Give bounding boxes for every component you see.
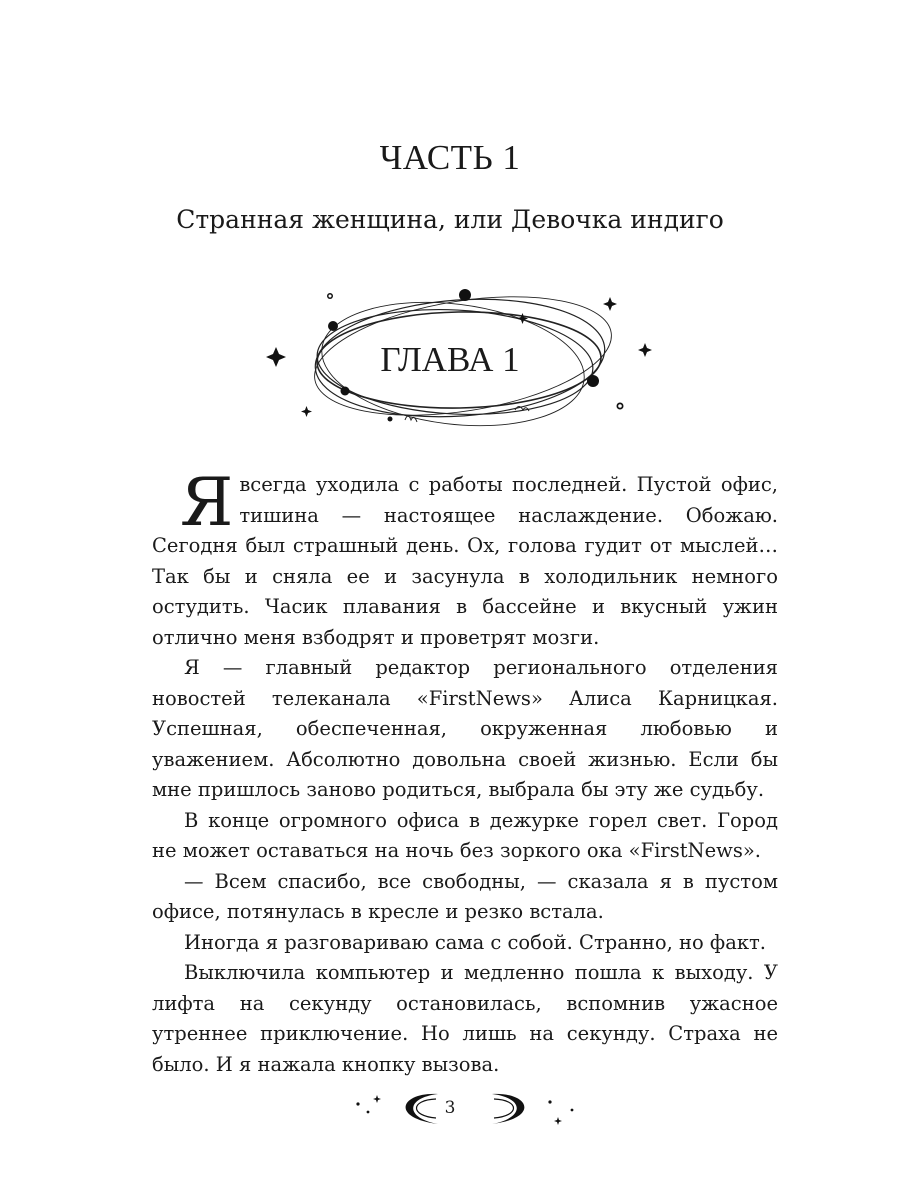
chapter-title: ГЛАВА 1 bbox=[380, 340, 520, 379]
chapter-body bbox=[152, 464, 778, 1080]
paragraph: В конце огромного офиса в дежурке горел свет. Город не может оставаться на ночь без зоркого ока «FirstNews». bbox=[152, 808, 778, 862]
drop-cap: Я bbox=[180, 464, 234, 541]
part-subtitle: Странная женщина, или Девочка индиго bbox=[176, 205, 724, 234]
paragraph-text: всегда уходила с работы последней. Пустой офис, тишина — настоящее наслаждение. Обожаю. Сегодня был страшный день. Ох, голова гудит от мыслей… Так бы и сняла ее и засунула в холодильник немного остудить. Часик плавания в бассейне и вкусный ужин отлично меня взбодрят и проветрят мозги. bbox=[152, 473, 778, 649]
part-title: ЧАСТЬ 1 bbox=[379, 138, 521, 177]
paragraph: Выключила компьютер и медленно пошла к выходу. У лифта на секунду остановилась, вспомнив ужасное утреннее приключение. Но лишь на секунду. Страха не было. И я нажала кнопку вызова. bbox=[152, 961, 778, 1076]
paragraph: Иногда я разговариваю сама с собой. Странно, но факт. bbox=[184, 930, 766, 954]
paragraph: Я — главный редактор регионального отделения новостей телеканала «FirstNews» Алиса Карницкая. Успешная, обеспеченная, окруженная любовью и уважением. Абсолютно довольна своей жизнью. Если бы мне пришлось заново родиться, выбрала бы эту же судьбу. bbox=[152, 656, 778, 801]
paragraph: — Всем спасибо, все свободны, — сказала я в пустом офисе, потянулась в кресле и резко встала. bbox=[152, 869, 778, 923]
page-number: 3 bbox=[444, 1098, 456, 1118]
paragraph bbox=[152, 464, 778, 653]
